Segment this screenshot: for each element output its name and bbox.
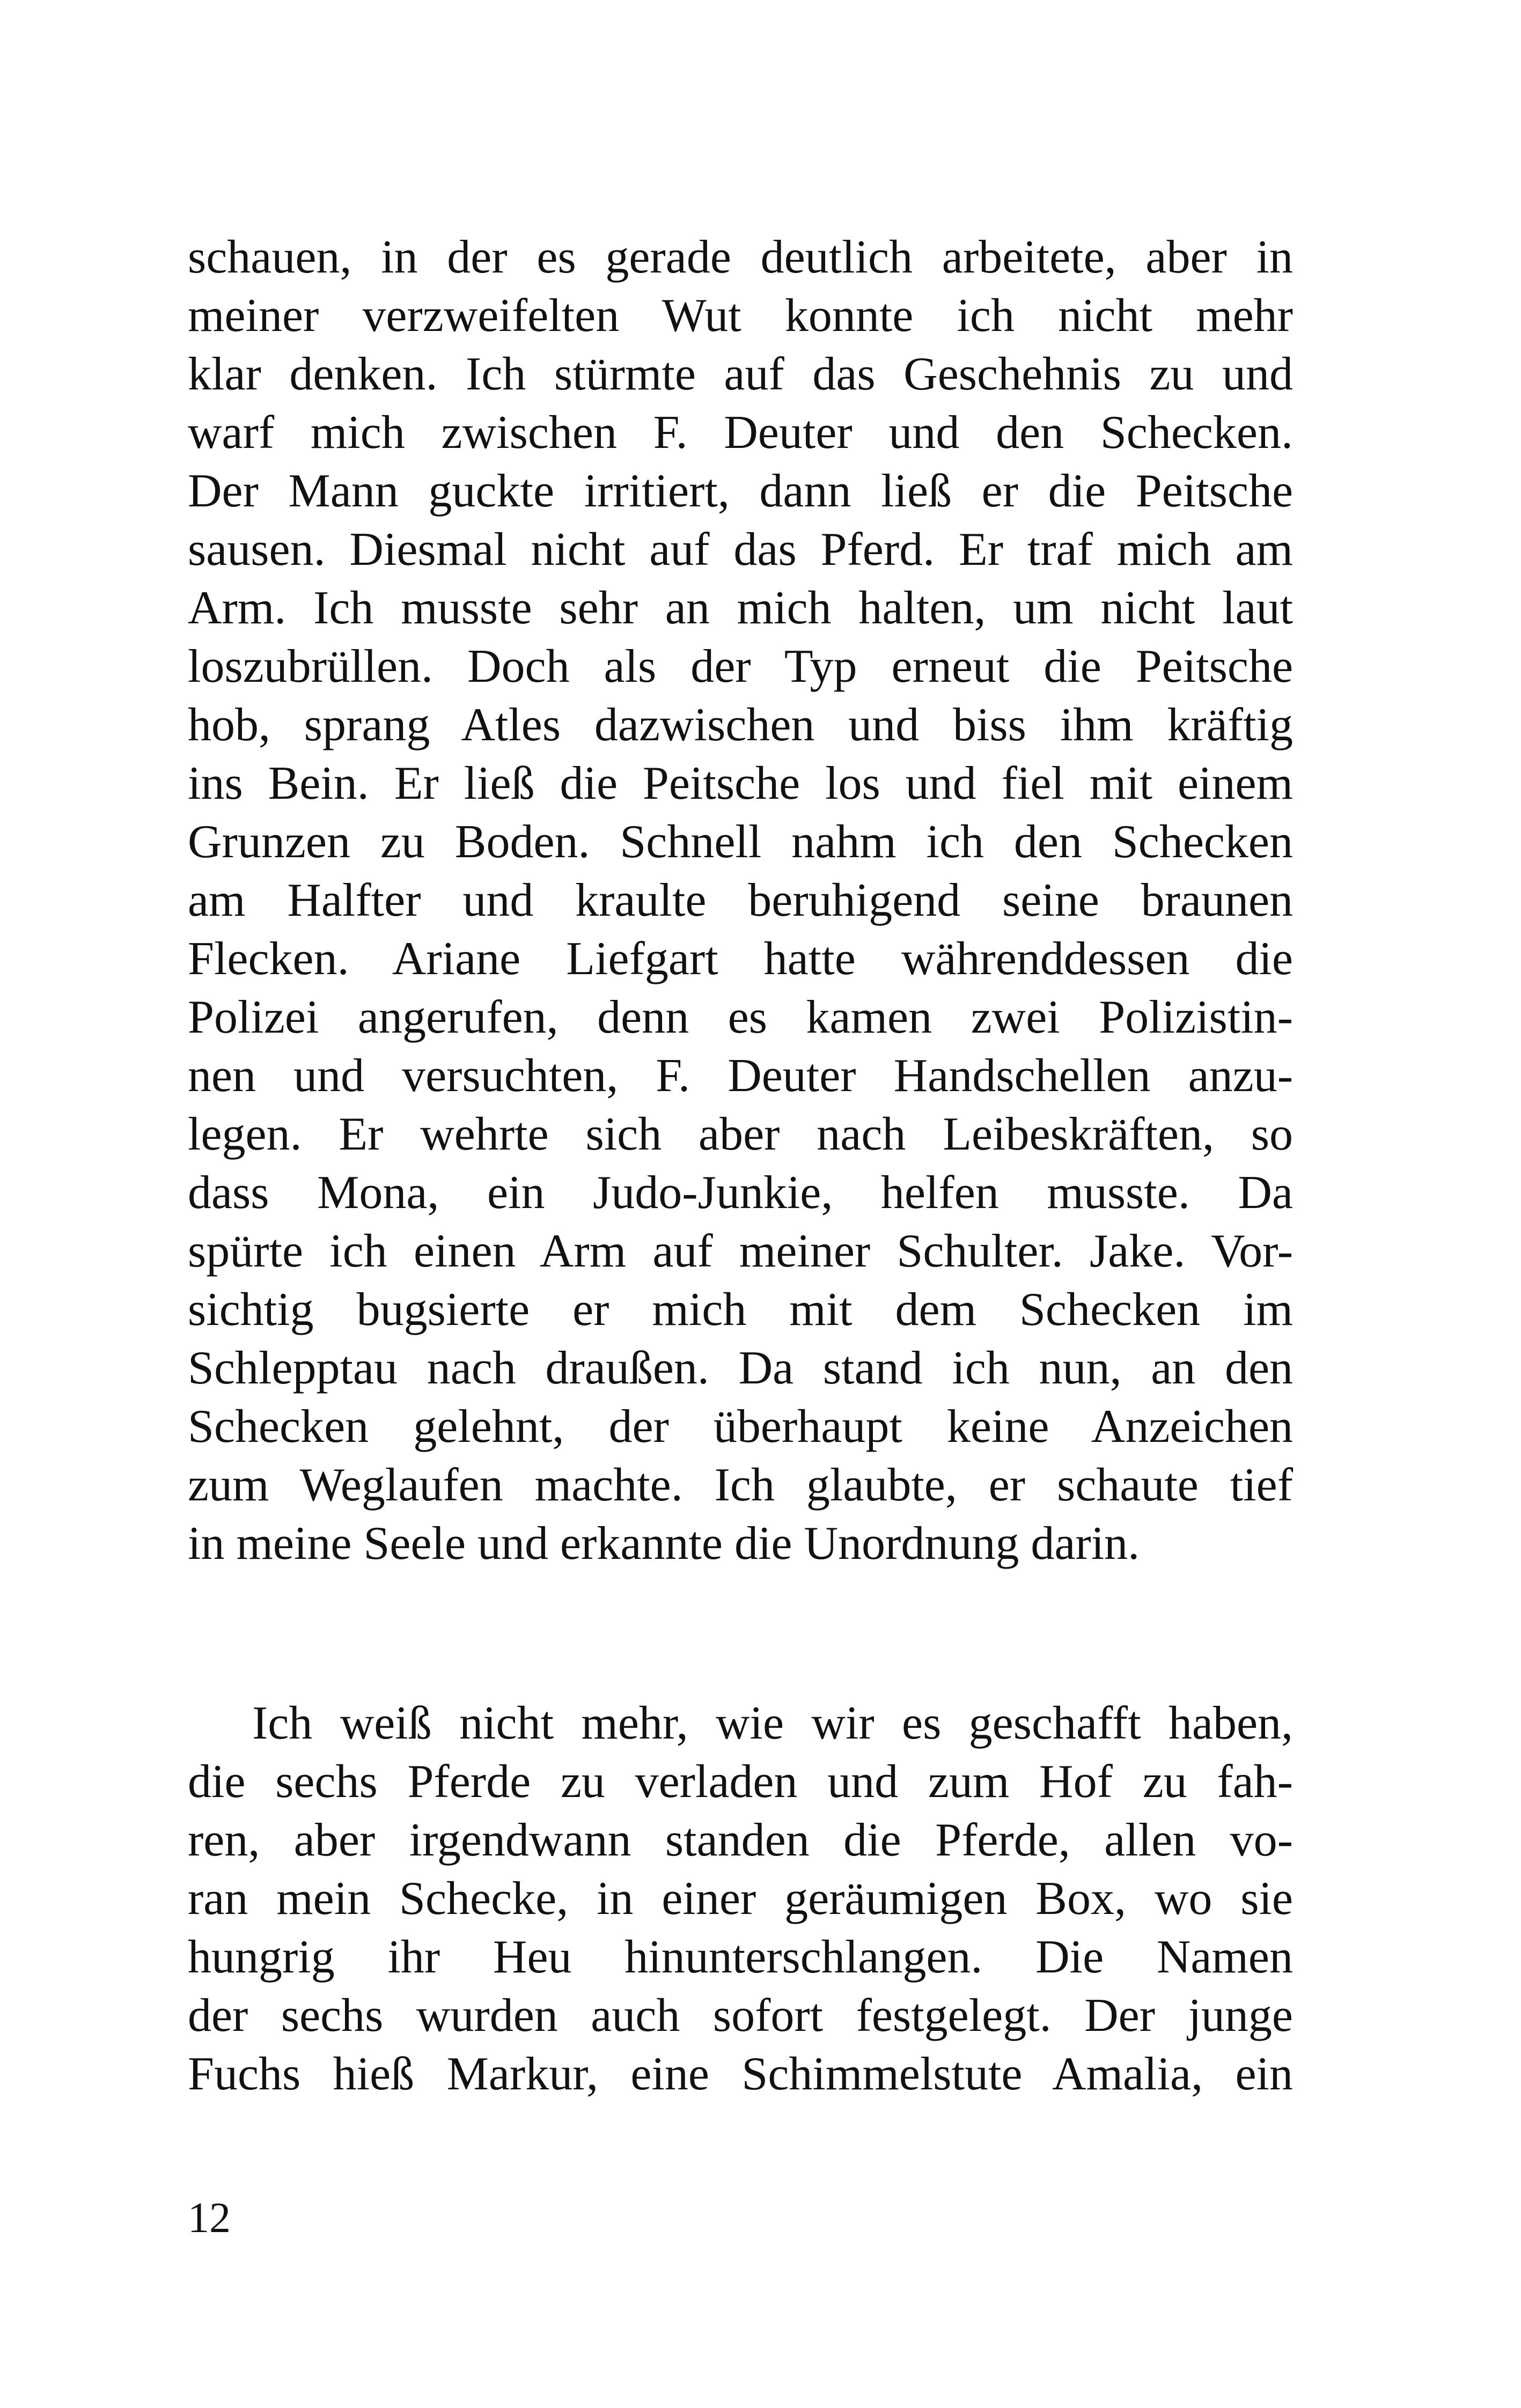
text-line: Fuchs hieß Markur, eine Schimmelstute Amalia, ein xyxy=(188,2048,1293,2100)
text-line: der sechs wurden auch sofort festgelegt. Der junge xyxy=(188,1990,1293,2042)
text-line: hungrig ihr Heu hinunterschlangen. Die Namen xyxy=(188,1931,1293,1983)
paragraph-1 xyxy=(188,228,1293,1573)
text-line: ins Bein. Er ließ die Peitsche los und fiel mit einem xyxy=(188,757,1293,809)
text-line: ran mein Schecke, in einer geräumigen Box, wo sie xyxy=(188,1873,1293,1925)
text-line: nen und versuchten, F. Deuter Handschellen anzu- xyxy=(188,1050,1293,1102)
text-line: sichtig bugsierte er mich mit dem Schecken im xyxy=(188,1284,1293,1336)
paragraph-2 xyxy=(188,1694,1293,2103)
text-line: Grunzen zu Boden. Schnell nahm ich den Schecken xyxy=(188,816,1293,868)
text-line: warf mich zwischen F. Deuter und den Schecken. xyxy=(188,407,1293,459)
text-line: dass Mona, ein Judo-Junkie, helfen musste. Da xyxy=(188,1167,1293,1219)
text-line: meiner verzweifelten Wut konnte ich nicht mehr xyxy=(188,290,1293,342)
text-line: klar denken. Ich stürmte auf das Geschehnis zu und xyxy=(188,348,1293,400)
text-line: die sechs Pferde zu verladen und zum Hof zu fah- xyxy=(188,1756,1293,1808)
text-line: ren, aber irgendwann standen die Pferde, allen vo- xyxy=(188,1814,1293,1866)
text-line: hob, sprang Atles dazwischen und biss ihm kräftig xyxy=(188,699,1293,751)
text-line: Flecken. Ariane Liefgart hatte währenddessen die xyxy=(188,933,1293,985)
text-line: Arm. Ich musste sehr an mich halten, um nicht laut xyxy=(188,582,1293,634)
text-line: spürte ich einen Arm auf meiner Schulter. Jake. Vor- xyxy=(188,1225,1293,1277)
text-line: legen. Er wehrte sich aber nach Leibeskräften, so xyxy=(188,1108,1293,1160)
text-line: Schecken gelehnt, der überhaupt keine Anzeichen xyxy=(188,1401,1293,1453)
text-line: schauen, in der es gerade deutlich arbeitete, aber in xyxy=(188,231,1293,283)
text-line: Der Mann guckte irritiert, dann ließ er die Peitsche xyxy=(188,465,1293,517)
text-line: loszubrüllen. Doch als der Typ erneut die Peitsche xyxy=(188,640,1293,693)
text-line: am Halfter und kraulte beruhigend seine braunen xyxy=(188,874,1293,926)
text-line: zum Weglaufen machte. Ich glaubte, er schaute tief xyxy=(188,1459,1293,1511)
text-line: Schlepptau nach draußen. Da stand ich nun, an den xyxy=(188,1342,1293,1394)
text-line: in meine Seele und erkannte die Unordnung darin. xyxy=(188,1518,1140,1570)
text-line: Ich weiß nicht mehr, wie wir es geschafft haben, xyxy=(252,1697,1293,1749)
page-number: 12 xyxy=(188,2195,231,2242)
text-line: Polizei angerufen, denn es kamen zwei Polizistin- xyxy=(188,991,1293,1043)
text-line: sausen. Diesmal nicht auf das Pferd. Er traf mich am xyxy=(188,524,1293,576)
